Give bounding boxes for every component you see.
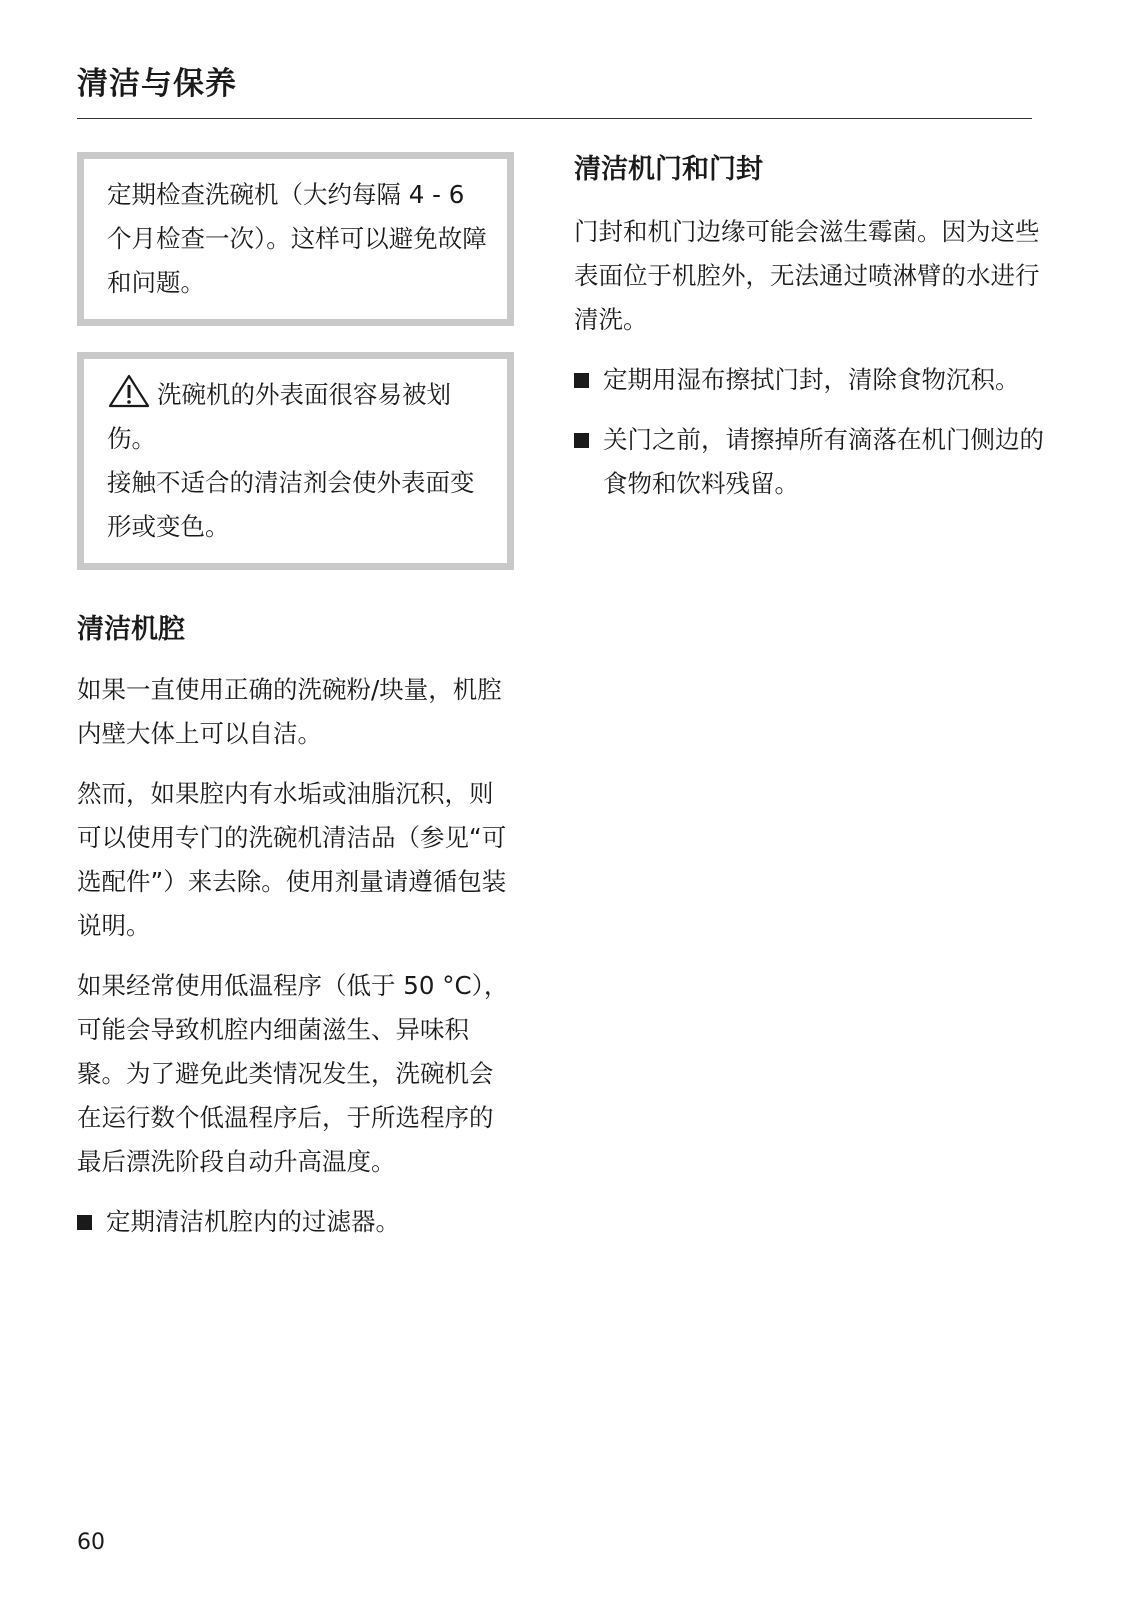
warning-line-1 (107, 373, 489, 461)
section-heading-cavity: 清洁机腔 (77, 614, 185, 645)
warning-box (77, 352, 514, 570)
right-column (574, 150, 1044, 522)
left-column (77, 152, 517, 1260)
bullet-square-icon (77, 1215, 92, 1230)
warning-triangle-icon (107, 374, 151, 408)
bullet-square-icon (574, 373, 589, 388)
door-paragraph: 门封和机门边缘可能会滋生霉菌。因为这些表面位于机腔外，无法通过喷淋臂的水进行清洗。 (574, 217, 1040, 334)
list-item (574, 358, 1044, 402)
page-number: 60 (77, 1530, 105, 1555)
bullet-square-icon (574, 433, 589, 448)
info-box-text: 定期检查洗碗机（大约每隔 4 - 6 个月检查一次）。这样可以避免故障和问题。 (107, 180, 487, 297)
page-title: 清洁与保养 (77, 66, 237, 102)
bullet-text: 定期用湿布擦拭门封，清除食物沉积。 (603, 365, 1020, 394)
info-box (77, 152, 514, 326)
cavity-paragraph-1: 如果一直使用正确的洗碗粉/块量，机腔内壁大体上可以自洁。 (77, 675, 502, 748)
bullet-text: 关门之前，请擦掉所有滴落在机门侧边的食物和饮料残留。 (603, 425, 1044, 498)
header-divider (77, 118, 1032, 119)
warning-text-1: 洗碗机的外表面很容易被划伤。 (107, 380, 451, 453)
cavity-paragraph-2: 然而，如果腔内有水垢或油脂沉积，则可以使用专门的洗碗机清洁品（参见“可选配件”）来去除。使用剂量请遵循包装说明。 (77, 779, 507, 940)
cavity-paragraph-3: 如果经常使用低温程序（低于 50 °C），可能会导致机腔内细菌滋生、异味积聚。为了避免此类情况发生，洗碗机会在运行数个低温程序后，于所选程序的最后漂洗阶段自动升高温度。 (77, 971, 509, 1176)
bullet-text: 定期清洁机腔内的过滤器。 (106, 1207, 400, 1236)
warning-text-2: 接触不适合的清洁剂会使外表面变形或变色。 (107, 468, 475, 541)
list-item (77, 1200, 517, 1244)
section-heading-door: 清洁机门和门封 (574, 154, 763, 185)
list-item (574, 418, 1044, 506)
